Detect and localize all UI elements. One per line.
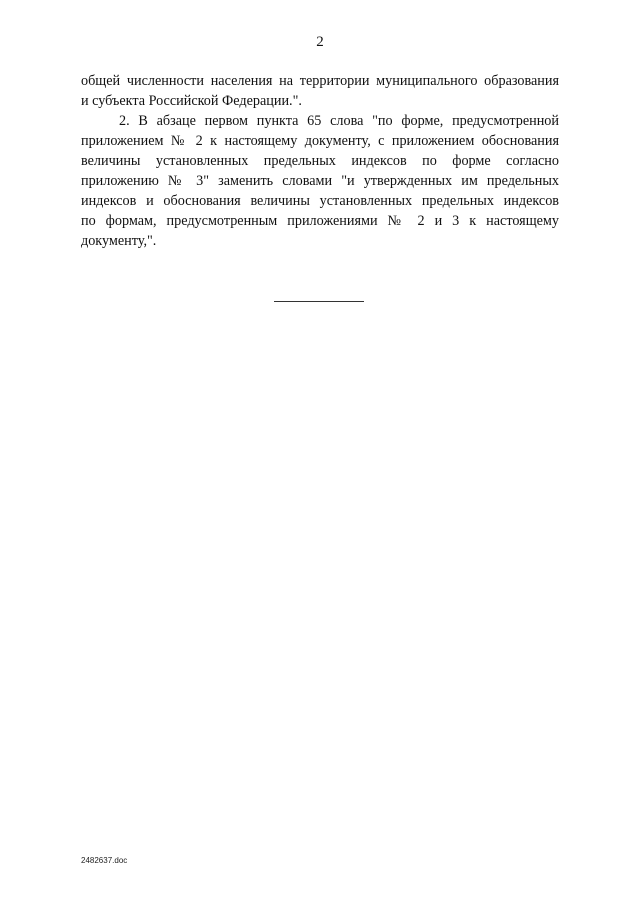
text-line: документу,". (81, 233, 157, 249)
text-line: индексов и обоснования величины установленных предельных индексов (81, 193, 559, 209)
page-number: 2 (316, 34, 324, 50)
text-line: и субъекта Российской Федерации.". (81, 93, 302, 109)
paragraph-1 (81, 71, 559, 111)
text-line: приложением № 2 к настоящему документу, с приложением обоснования (81, 133, 559, 149)
text-line: приложению № 3" заменить словами "и утвержденных им предельных (81, 173, 559, 189)
document-body (81, 71, 559, 251)
text-line: по формам, предусмотренным приложениями № 2 и 3 к настоящему (81, 213, 559, 229)
text-line: 2. В абзаце первом пункта 65 слова "по форме, предусмотренной (119, 113, 559, 129)
text-line: общей численности населения на территории муниципального образования (81, 73, 559, 89)
paragraph-2 (81, 111, 559, 251)
end-of-text-rule (274, 301, 364, 302)
document-code: 2482637.doc (81, 856, 128, 865)
text-line: величины установленных предельных индексов по форме согласно (81, 153, 559, 169)
